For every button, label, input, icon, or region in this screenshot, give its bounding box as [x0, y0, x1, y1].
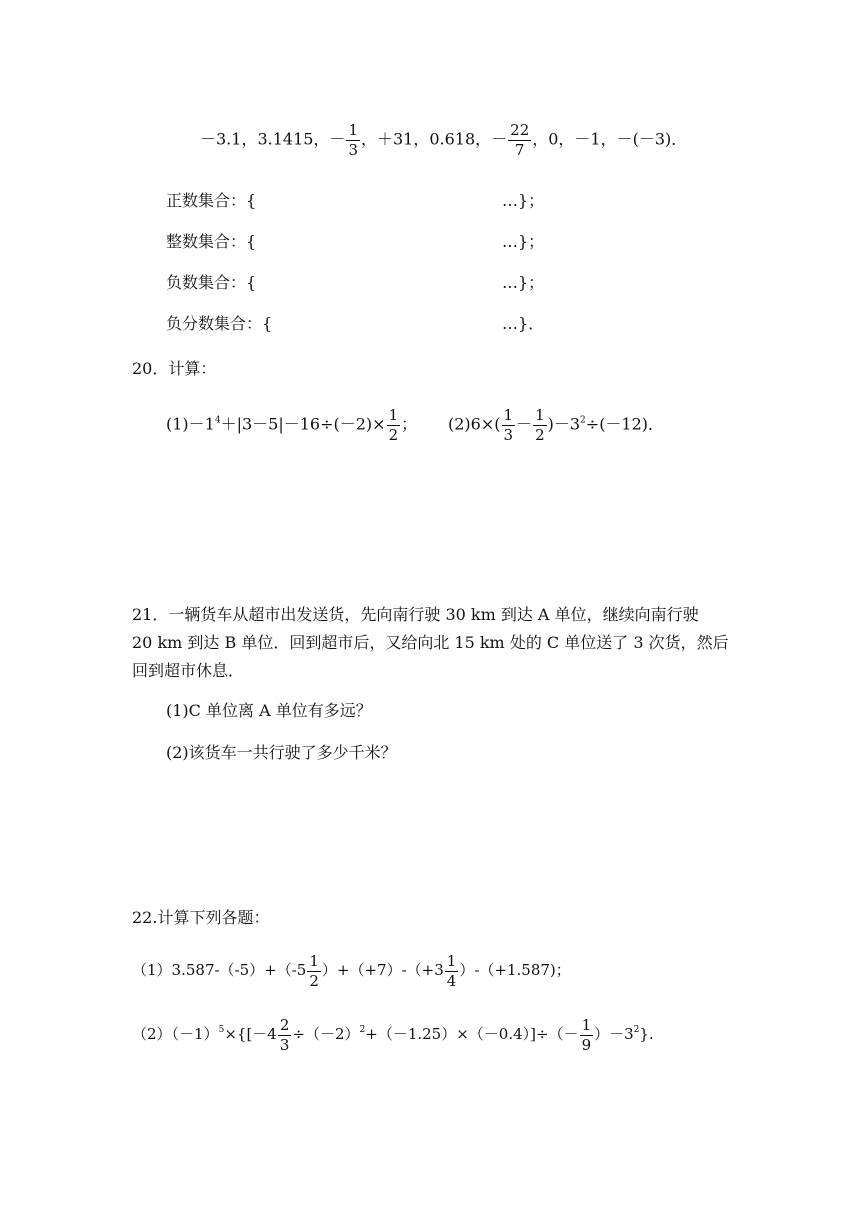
set-negative-fraction-label: 负分数集合：{	[166, 314, 273, 333]
set-positive-label: 正数集合：{	[166, 191, 257, 210]
expr-part: )－3	[547, 414, 581, 434]
q22-part2	[132, 1017, 654, 1053]
number-list-part: ，0，－1，－(－3)．	[532, 129, 688, 149]
fraction-two-thirds	[278, 1017, 292, 1053]
expr-part: ）-（+1.587)；	[459, 961, 571, 979]
fraction-numerator: 22	[510, 121, 530, 139]
expr-part: (1)－1	[166, 414, 215, 434]
set-negative-label: 负数集合：{	[166, 273, 257, 292]
set-positive-end: …}；	[502, 191, 545, 210]
fraction-denominator: 3	[503, 425, 514, 444]
expr-part: －	[516, 414, 533, 434]
expr-part: (2)6×(	[448, 414, 501, 434]
q21-line1: 21．一辆货车从超市出发送货，先向南行驶 30 km 到达 A 单位，继续向南行驶	[132, 605, 699, 624]
q20-part2	[448, 407, 664, 443]
q21-sub1: (1)C 单位离 A 单位有多远？	[166, 701, 372, 720]
number-list-part: ，＋31，0.618，－	[360, 129, 508, 149]
set-integer-label: 整数集合：{	[166, 232, 257, 251]
fraction-one-quarter	[445, 953, 459, 989]
set-negative-end: …}；	[502, 273, 545, 292]
fraction-numerator: 1	[388, 406, 399, 424]
set-integer-end: …}；	[502, 232, 545, 251]
q21-sub2: (2)该货车一共行驶了多少千米？	[166, 743, 397, 762]
expr-part: ×{[－4	[224, 1025, 277, 1043]
fraction-22-sevenths	[508, 122, 531, 158]
fraction-one-half	[533, 407, 547, 443]
expr-part: ÷(－12)．	[585, 414, 665, 434]
q21-line3: 回到超市休息．	[132, 661, 245, 680]
expr-part: （2）（－1）	[132, 1025, 219, 1043]
fraction-denominator: 3	[348, 140, 358, 159]
fraction-one-third	[346, 122, 360, 158]
expr-part: ；	[401, 414, 418, 434]
fraction-denominator: 2	[388, 425, 399, 444]
fraction-denominator: 2	[535, 425, 545, 444]
fraction-one-ninth	[580, 1017, 594, 1053]
exponent: 5	[218, 1025, 225, 1035]
expr-part: ÷（－2）	[292, 1025, 360, 1043]
expr-part: +（－1.25）×（－0.4）]÷（－	[365, 1025, 579, 1043]
exponent: 2	[359, 1025, 366, 1035]
q22-part1	[132, 953, 571, 989]
q22-title: 22.计算下列各题：	[132, 908, 270, 927]
number-list	[200, 122, 687, 158]
fraction-denominator: 9	[581, 1035, 592, 1054]
fraction-numerator: 1	[309, 952, 319, 970]
set-negative-fraction-end: …}．	[502, 314, 545, 333]
fraction-denominator: 7	[514, 140, 525, 159]
fraction-numerator: 1	[581, 1016, 592, 1034]
fraction-one-half	[387, 407, 401, 443]
expr-part: （1）3.587-（-5）+（-5	[132, 961, 307, 979]
fraction-numerator: 2	[279, 1016, 290, 1034]
expr-part: }.	[639, 1025, 654, 1043]
number-list-part: －3.1，3.1415，－	[200, 129, 346, 149]
exponent: 2	[633, 1025, 640, 1035]
expr-part: ）+（+7）-（+3	[321, 961, 444, 979]
fraction-one-half	[307, 953, 321, 989]
exponent: 4	[214, 415, 221, 426]
fraction-numerator: 1	[503, 406, 514, 424]
fraction-denominator: 3	[279, 1035, 290, 1054]
fraction-denominator: 4	[446, 971, 457, 990]
q21-line2: 20 km 到达 B 单位．回到超市后，又给向北 15 km 处的 C 单位送了 3 次货，然后	[132, 633, 729, 652]
expr-part: ＋|3－5|－16÷(－2)×	[220, 414, 386, 434]
fraction-denominator: 2	[309, 971, 319, 990]
fraction-numerator: 1	[446, 952, 457, 970]
expr-part: ）－3	[594, 1025, 634, 1043]
exponent: 2	[580, 415, 586, 426]
fraction-numerator: 1	[348, 121, 358, 139]
q20-title: 20．计算：	[132, 359, 217, 378]
fraction-numerator: 1	[535, 406, 545, 424]
fraction-one-third	[502, 407, 516, 443]
q20-part1	[166, 407, 417, 443]
